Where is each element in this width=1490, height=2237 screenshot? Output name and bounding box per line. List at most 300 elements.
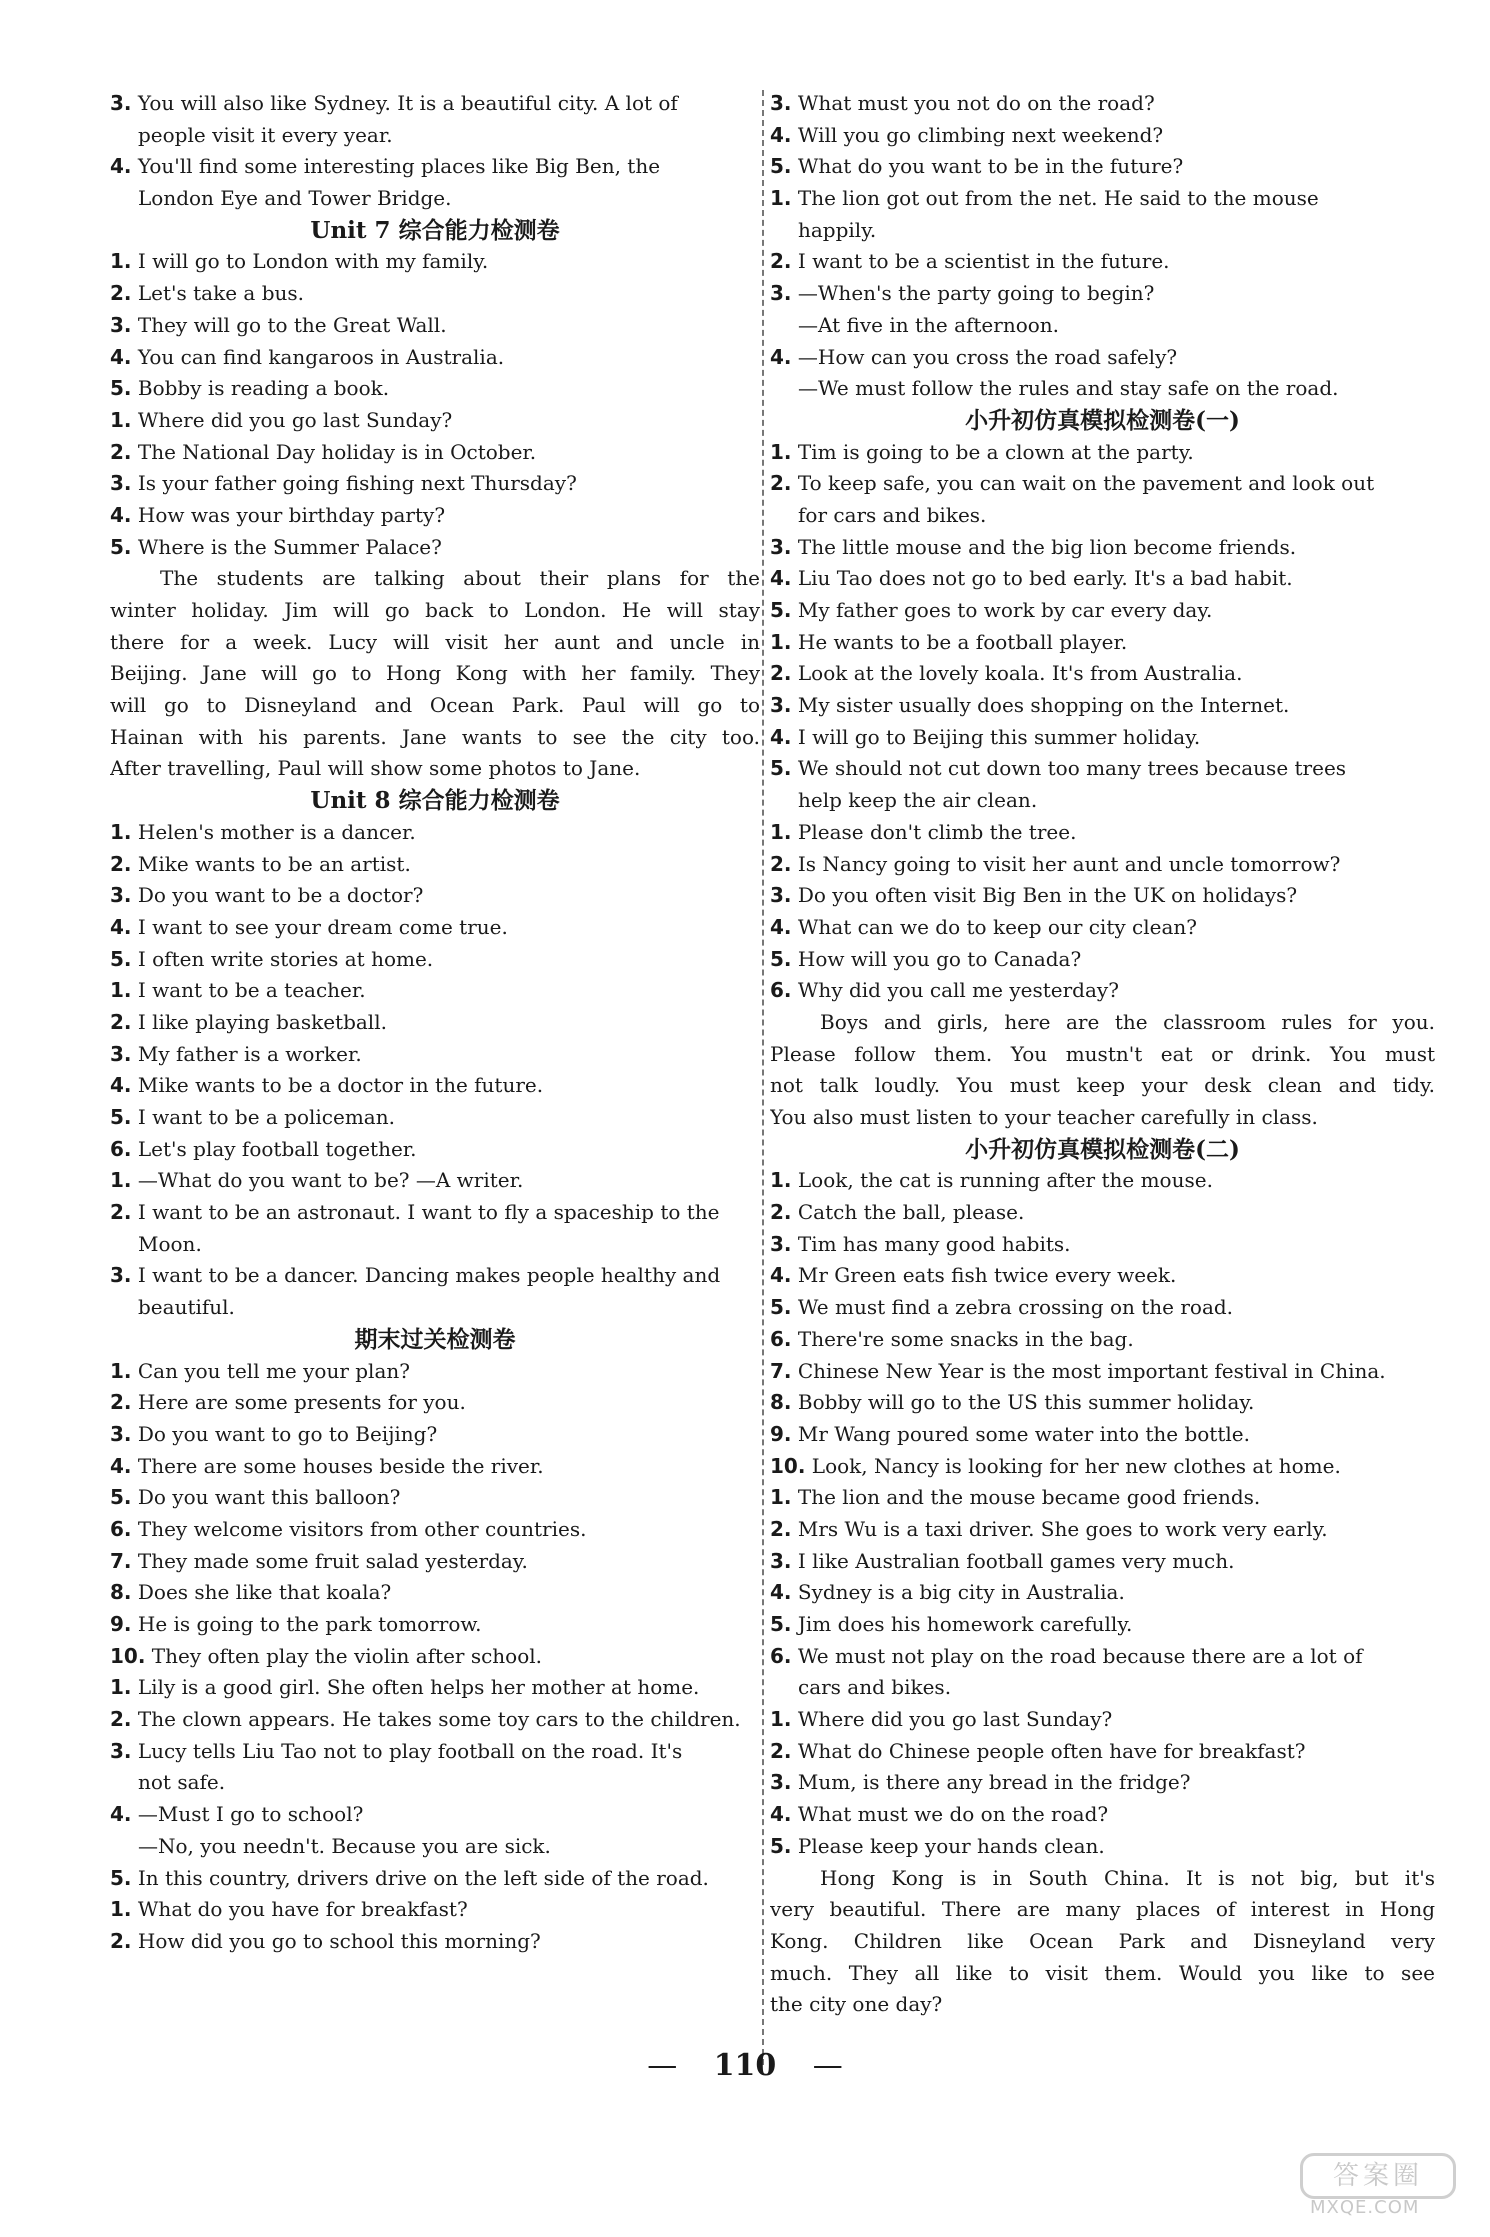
- answer-item: [770, 1292, 1435, 1324]
- item-text: Chinese New Year is the most important festival in China.: [797, 1358, 1386, 1383]
- watermark: [1290, 2153, 1470, 2219]
- answer-item: [110, 1260, 760, 1292]
- answer-item: [110, 246, 760, 278]
- answer-item: [770, 1831, 1435, 1863]
- section-heading: 小升初仿真模拟检测卷(二): [965, 1135, 1240, 1163]
- item-text: much. They all like to visit them. Would you like to see: [770, 1960, 1435, 1985]
- item-text: Mum, is there any bread in the fridge?: [797, 1770, 1191, 1795]
- answer-item: [110, 1799, 760, 1831]
- item-text: Look, Nancy is looking for her new clothes at home.: [811, 1453, 1341, 1478]
- answer-item: [110, 817, 760, 849]
- item-text: How did you go to school this morning?: [137, 1928, 541, 1953]
- item-number: 2.: [770, 471, 792, 496]
- item-text: —How can you cross the road safely?: [797, 344, 1178, 369]
- item-number: 3.: [770, 1231, 792, 1256]
- item-text: What do you have for breakfast?: [137, 1897, 468, 1922]
- watermark-logo: 答案圈: [1300, 2153, 1456, 2199]
- answer-item: [110, 1863, 760, 1895]
- item-text: winter holiday. Jim will go back to London. He will stay: [110, 598, 760, 622]
- answer-line: [770, 1894, 1435, 1926]
- item-number: 3.: [110, 1041, 132, 1066]
- item-text: London Eye and Tower Bridge.: [138, 186, 452, 211]
- item-text: Why did you call me yesterday?: [797, 978, 1119, 1003]
- item-number: 2.: [770, 1200, 792, 1225]
- item-text: Here are some presents for you.: [137, 1390, 466, 1415]
- answer-line: [110, 722, 760, 754]
- answer-line: [110, 183, 760, 215]
- item-text: They often play the violin after school.: [151, 1643, 543, 1668]
- answer-item: [110, 1419, 760, 1451]
- item-number: 1.: [110, 978, 132, 1003]
- item-number: 3.: [770, 1770, 792, 1795]
- answer-item: [110, 1482, 760, 1514]
- answer-line: [770, 1070, 1435, 1102]
- item-text: Mrs Wu is a taxi driver. She goes to work very early.: [797, 1516, 1328, 1541]
- item-number: 6.: [770, 1326, 792, 1351]
- item-number: 4.: [770, 344, 792, 369]
- item-number: 1.: [770, 186, 792, 211]
- item-number: 4.: [110, 1802, 132, 1827]
- answer-item: [110, 405, 760, 437]
- item-text: not safe.: [138, 1770, 226, 1795]
- answer-line: [770, 1007, 1435, 1039]
- item-number: 1.: [110, 407, 132, 432]
- answer-item: [770, 1165, 1435, 1197]
- item-number: 1.: [770, 1707, 792, 1732]
- answer-line: [110, 627, 760, 659]
- item-text: My sister usually does shopping on the Internet.: [797, 693, 1290, 718]
- item-number: 8.: [770, 1390, 792, 1415]
- answer-item: [110, 849, 760, 881]
- column-divider: [762, 90, 764, 2065]
- answer-item: [770, 1514, 1435, 1546]
- item-text: I want to be a scientist in the future.: [797, 249, 1170, 274]
- answer-line: [110, 753, 760, 785]
- item-number: 4.: [770, 1263, 792, 1288]
- item-number: 2.: [770, 1738, 792, 1763]
- item-text: Liu Tao does not go to bed early. It's a bad habit.: [797, 566, 1293, 591]
- item-text: After travelling, Paul will show some photos to Jane.: [110, 756, 641, 781]
- item-number: 9.: [110, 1612, 132, 1636]
- item-number: 4.: [110, 914, 132, 939]
- item-text: Jim does his homework carefully.: [797, 1612, 1133, 1636]
- item-number: 5.: [110, 1485, 132, 1510]
- answer-item: [770, 1767, 1435, 1799]
- item-number: 1.: [770, 1485, 792, 1510]
- answer-line: [770, 1989, 1435, 2021]
- answer-line: [110, 658, 760, 690]
- answer-item: [110, 278, 760, 310]
- answer-item: [110, 944, 760, 976]
- item-text: Sydney is a big city in Australia.: [797, 1580, 1125, 1605]
- item-number: 1.: [770, 439, 792, 464]
- answer-item: [110, 1926, 760, 1958]
- item-text: there for a week. Lucy will visit her aunt and uncle in: [110, 629, 760, 654]
- answer-item: [770, 1260, 1435, 1292]
- answer-item: [770, 1229, 1435, 1261]
- item-number: 2.: [110, 851, 132, 876]
- item-text: I will go to London with my family.: [137, 249, 489, 274]
- item-number: 3.: [770, 534, 792, 559]
- item-text: —When's the party going to begin?: [797, 281, 1155, 306]
- item-text: I will go to Beijing this summer holiday.: [797, 724, 1201, 749]
- answer-item: [110, 975, 760, 1007]
- item-text: Mr Wang poured some water into the bottle.: [797, 1421, 1250, 1446]
- answer-line: [770, 1672, 1435, 1704]
- item-number: 1.: [770, 819, 792, 844]
- item-number: 3.: [110, 1421, 132, 1446]
- item-text: You will also like Sydney. It is a beautiful city. A lot of: [137, 91, 678, 115]
- answer-item: [110, 1546, 760, 1578]
- right-column: [770, 88, 1435, 2021]
- answer-item: [110, 880, 760, 912]
- item-text: The clown appears. He takes some toy cars to the children.: [137, 1707, 741, 1732]
- item-number: 2.: [770, 661, 792, 686]
- footer-dash-left: —: [647, 2048, 678, 2083]
- item-number: 3.: [770, 281, 792, 306]
- answer-item: [770, 595, 1435, 627]
- answer-item: [110, 1134, 760, 1166]
- item-number: 2.: [110, 1390, 132, 1415]
- answer-item: [110, 310, 760, 342]
- answer-item: [770, 532, 1435, 564]
- answer-item: [770, 1419, 1435, 1451]
- item-text: He is going to the park tomorrow.: [137, 1612, 482, 1636]
- item-text: The lion and the mouse became good friends.: [797, 1485, 1261, 1510]
- answer-item: [770, 944, 1435, 976]
- item-text: —At five in the afternoon.: [798, 312, 1060, 337]
- item-text: Hong Kong is in South China. It is not big, but it's: [820, 1865, 1435, 1890]
- item-text: The students are talking about their plans for the: [160, 566, 760, 591]
- item-number: 4.: [110, 344, 132, 369]
- item-number: 8.: [110, 1580, 132, 1605]
- answer-item: [110, 1007, 760, 1039]
- item-text: very beautiful. There are many places of interest in Hong: [770, 1897, 1435, 1922]
- item-text: Look, the cat is running after the mouse.: [797, 1168, 1213, 1193]
- item-text: I want to be a policeman.: [137, 1105, 395, 1129]
- answer-item: [770, 722, 1435, 754]
- answer-line: [770, 215, 1435, 247]
- item-text: Do you want to be a doctor?: [137, 883, 424, 908]
- item-text: Is Nancy going to visit her aunt and uncle tomorrow?: [797, 851, 1341, 876]
- item-number: 5.: [110, 1105, 132, 1129]
- item-text: people visit it every year.: [138, 122, 393, 147]
- item-text: There're some snacks in the bag.: [797, 1326, 1134, 1351]
- item-text: You'll find some interesting places like Big Ben, the: [137, 154, 661, 179]
- answer-line: [770, 500, 1435, 532]
- answer-item: [770, 880, 1435, 912]
- answer-item: [110, 1704, 760, 1736]
- answer-item: [770, 278, 1435, 310]
- item-number: 2.: [770, 851, 792, 876]
- item-number: 4.: [110, 154, 132, 179]
- item-number: 1.: [770, 629, 792, 654]
- answer-item: [110, 1672, 760, 1704]
- answer-line: [110, 1831, 760, 1863]
- item-text: The little mouse and the big lion become friends.: [797, 534, 1297, 559]
- item-number: 10.: [770, 1453, 806, 1478]
- item-number: 4.: [770, 1580, 792, 1605]
- item-number: 5.: [770, 1295, 792, 1320]
- item-number: 5.: [110, 946, 132, 971]
- answer-item: [770, 151, 1435, 183]
- section-heading: 期末过关检测卷: [354, 1325, 516, 1353]
- item-text: I want to be a dancer. Dancing makes people healthy and: [137, 1263, 721, 1288]
- item-text: What can we do to keep our city clean?: [797, 914, 1197, 939]
- item-number: 5.: [770, 1612, 792, 1636]
- answer-item: [110, 912, 760, 944]
- item-text: How was your birthday party?: [137, 502, 446, 527]
- item-text: Is your father going fishing next Thursday?: [137, 471, 577, 496]
- answer-item: [110, 1451, 760, 1483]
- item-text: Where did you go last Sunday?: [797, 1707, 1113, 1732]
- item-number: 10.: [110, 1643, 146, 1668]
- answer-item: [110, 1514, 760, 1546]
- item-text: cars and bikes.: [798, 1675, 952, 1700]
- item-text: Bobby will go to the US this summer holiday.: [797, 1390, 1255, 1415]
- item-text: You can find kangaroos in Australia.: [137, 344, 505, 369]
- item-text: To keep safe, you can wait on the pavement and look out: [797, 471, 1375, 496]
- answer-item: [770, 183, 1435, 215]
- item-text: Beijing. Jane will go to Hong Kong with her family. They: [110, 661, 760, 686]
- answer-item: [770, 342, 1435, 374]
- item-number: 4.: [770, 1802, 792, 1827]
- answer-item: [110, 1609, 760, 1641]
- item-text: Where is the Summer Palace?: [137, 534, 442, 559]
- item-number: 5.: [770, 1833, 792, 1858]
- answer-line: [110, 563, 760, 595]
- item-number: 4.: [770, 566, 792, 591]
- item-number: 3.: [110, 312, 132, 337]
- item-text: Mike wants to be a doctor in the future.: [137, 1073, 544, 1098]
- left-column: [110, 88, 760, 1958]
- item-number: 2.: [110, 1200, 132, 1225]
- section-heading: 小升初仿真模拟检测卷(一): [965, 406, 1240, 434]
- answer-item: [110, 500, 760, 532]
- item-number: 5.: [770, 598, 792, 622]
- item-number: 2.: [110, 439, 132, 464]
- item-number: 5.: [110, 376, 132, 401]
- item-number: 1.: [110, 1168, 132, 1193]
- item-text: Do you want to go to Beijing?: [137, 1421, 438, 1446]
- item-text: —No, you needn't. Because you are sick.: [138, 1833, 551, 1858]
- item-number: 4.: [110, 1453, 132, 1478]
- answer-line: [110, 1767, 760, 1799]
- answer-item: [770, 975, 1435, 1007]
- item-text: How will you go to Canada?: [797, 946, 1082, 971]
- item-number: 2.: [110, 1707, 132, 1732]
- item-number: 1.: [110, 1897, 132, 1922]
- item-text: What do Chinese people often have for breakfast?: [797, 1738, 1306, 1763]
- item-number: 7.: [770, 1358, 792, 1383]
- answer-line: [110, 1229, 760, 1261]
- item-text: Look at the lovely koala. It's from Australia.: [797, 661, 1243, 686]
- item-number: 6.: [110, 1136, 132, 1161]
- item-text: Lucy tells Liu Tao not to play football on the road. It's: [137, 1738, 683, 1763]
- item-number: 2.: [770, 1516, 792, 1541]
- item-text: Will you go climbing next weekend?: [797, 122, 1164, 147]
- answer-item: [110, 1387, 760, 1419]
- answer-line: [770, 1926, 1435, 1958]
- answer-item: [770, 817, 1435, 849]
- item-text: We must not play on the road because there are a lot of: [797, 1643, 1363, 1668]
- item-text: Please follow them. You mustn't eat or drink. You must: [770, 1041, 1435, 1066]
- item-number: 5.: [770, 946, 792, 971]
- answer-item: [770, 1546, 1435, 1578]
- page-footer: [0, 2048, 1490, 2083]
- answer-item: [110, 88, 760, 120]
- answer-item: [110, 1577, 760, 1609]
- item-number: 3.: [110, 471, 132, 496]
- page-number: 110: [713, 2048, 777, 2083]
- answer-line: [110, 120, 760, 152]
- item-number: 3.: [770, 883, 792, 908]
- item-number: 7.: [110, 1548, 132, 1573]
- answer-item: [110, 151, 760, 183]
- item-text: Please keep your hands clean.: [797, 1833, 1105, 1858]
- item-text: I want to see your dream come true.: [137, 914, 508, 939]
- answer-item: [770, 658, 1435, 690]
- item-text: They will go to the Great Wall.: [137, 312, 447, 337]
- item-number: 9.: [770, 1421, 792, 1446]
- answer-item: [770, 1356, 1435, 1388]
- answer-item: [110, 1894, 760, 1926]
- answer-item: [110, 1356, 760, 1388]
- answer-item: [110, 532, 760, 564]
- item-number: 6.: [770, 1643, 792, 1668]
- item-number: 1.: [770, 1168, 792, 1193]
- answer-item: [770, 753, 1435, 785]
- item-text: Bobby is reading a book.: [137, 376, 390, 401]
- item-text: We should not cut down too many trees because trees: [797, 756, 1347, 781]
- item-text: Mr Green eats fish twice every week.: [797, 1263, 1177, 1288]
- answer-item: [110, 1070, 760, 1102]
- answer-item: [770, 1324, 1435, 1356]
- item-number: 3.: [770, 91, 792, 115]
- item-text: beautiful.: [138, 1295, 235, 1320]
- item-text: The National Day holiday is in October.: [137, 439, 537, 464]
- item-number: 6.: [770, 978, 792, 1003]
- item-text: help keep the air clean.: [798, 788, 1038, 813]
- item-number: 5.: [110, 1865, 132, 1890]
- answer-item: [770, 563, 1435, 595]
- footer-dash-right: —: [812, 2048, 843, 2083]
- item-text: We must find a zebra crossing on the road.: [797, 1295, 1234, 1320]
- answer-item: [770, 849, 1435, 881]
- item-number: 4.: [770, 122, 792, 147]
- item-number: 4.: [110, 502, 132, 527]
- section-heading: Unit 8 综合能力检测卷: [310, 787, 560, 815]
- answer-item: [770, 437, 1435, 469]
- answer-item: [110, 1102, 760, 1134]
- item-text: What do you want to be in the future?: [797, 154, 1184, 179]
- item-text: I like Australian football games very much.: [797, 1548, 1235, 1573]
- item-text: Moon.: [138, 1231, 202, 1256]
- answer-item: [110, 468, 760, 500]
- answer-item: [770, 1197, 1435, 1229]
- answer-item: [770, 627, 1435, 659]
- answer-item: [110, 437, 760, 469]
- item-text: will go to Disneyland and Ocean Park. Paul will go to: [110, 693, 760, 718]
- item-text: There are some houses beside the river.: [137, 1453, 544, 1478]
- item-text: —What do you want to be? —A writer.: [137, 1168, 524, 1193]
- answer-line: [110, 595, 760, 627]
- item-text: Do you often visit Big Ben in the UK on holidays?: [797, 883, 1298, 908]
- item-number: 3.: [110, 91, 132, 115]
- answer-item: [770, 1736, 1435, 1768]
- item-number: 1.: [110, 1358, 132, 1383]
- item-number: 2.: [110, 281, 132, 306]
- answer-item: [770, 1641, 1435, 1673]
- item-text: I want to be an astronaut. I want to fly a spaceship to the: [137, 1200, 720, 1225]
- item-text: —Must I go to school?: [137, 1802, 364, 1827]
- answer-item: [770, 1704, 1435, 1736]
- item-text: Please don't climb the tree.: [797, 819, 1077, 844]
- item-text: Catch the ball, please.: [797, 1200, 1025, 1225]
- item-text: He wants to be a football player.: [797, 629, 1128, 654]
- answer-item: [770, 120, 1435, 152]
- watermark-url: MXQE.COM: [1310, 2197, 1420, 2218]
- item-number: 4.: [770, 914, 792, 939]
- answer-item: [110, 1641, 760, 1673]
- answer-line: [770, 1102, 1435, 1134]
- item-text: What must we do on the road?: [797, 1802, 1109, 1827]
- item-number: 3.: [770, 1548, 792, 1573]
- item-text: You also must listen to your teacher carefully in class.: [770, 1105, 1318, 1129]
- item-text: They welcome visitors from other countries.: [137, 1516, 587, 1541]
- item-number: 3.: [110, 883, 132, 908]
- item-number: 1.: [110, 819, 132, 844]
- item-text: Hainan with his parents. Jane wants to see the city too.: [110, 724, 760, 749]
- item-text: Mike wants to be an artist.: [137, 851, 411, 876]
- item-number: 2.: [110, 1928, 132, 1953]
- item-number: 4.: [770, 724, 792, 749]
- item-text: Do you want this balloon?: [137, 1485, 401, 1510]
- answer-line: [110, 1292, 760, 1324]
- item-number: 4.: [110, 1073, 132, 1098]
- item-text: Does she like that koala?: [137, 1580, 392, 1605]
- answer-item: [110, 1165, 760, 1197]
- item-text: Helen's mother is a dancer.: [137, 819, 416, 844]
- item-number: 6.: [110, 1516, 132, 1541]
- item-text: I often write stories at home.: [137, 946, 434, 971]
- item-text: They made some fruit salad yesterday.: [137, 1548, 528, 1573]
- answer-item: [770, 1799, 1435, 1831]
- item-number: 1.: [110, 249, 132, 274]
- item-text: Boys and girls, here are the classroom rules for you.: [820, 1009, 1435, 1034]
- answer-line: [770, 1039, 1435, 1071]
- item-number: 1.: [110, 1675, 132, 1700]
- answer-item: [770, 246, 1435, 278]
- item-text: for cars and bikes.: [798, 502, 987, 527]
- item-text: not talk loudly. You must keep your desk clean and tidy.: [770, 1073, 1435, 1098]
- answer-item: [110, 1039, 760, 1071]
- item-text: Where did you go last Sunday?: [137, 407, 453, 432]
- answer-item: [770, 1387, 1435, 1419]
- item-text: My father is a worker.: [137, 1041, 362, 1066]
- item-text: In this country, drivers drive on the left side of the road.: [137, 1865, 709, 1890]
- answer-item: [770, 88, 1435, 120]
- item-text: Let's take a bus.: [137, 281, 305, 306]
- answer-item: [770, 1577, 1435, 1609]
- answer-item: [770, 1451, 1435, 1483]
- answer-line: [770, 373, 1435, 405]
- item-text: Kong. Children like Ocean Park and Disneyland very: [770, 1928, 1435, 1953]
- item-number: 2.: [770, 249, 792, 274]
- item-number: 2.: [110, 1009, 132, 1034]
- item-number: 3.: [110, 1263, 132, 1288]
- answer-item: [770, 1482, 1435, 1514]
